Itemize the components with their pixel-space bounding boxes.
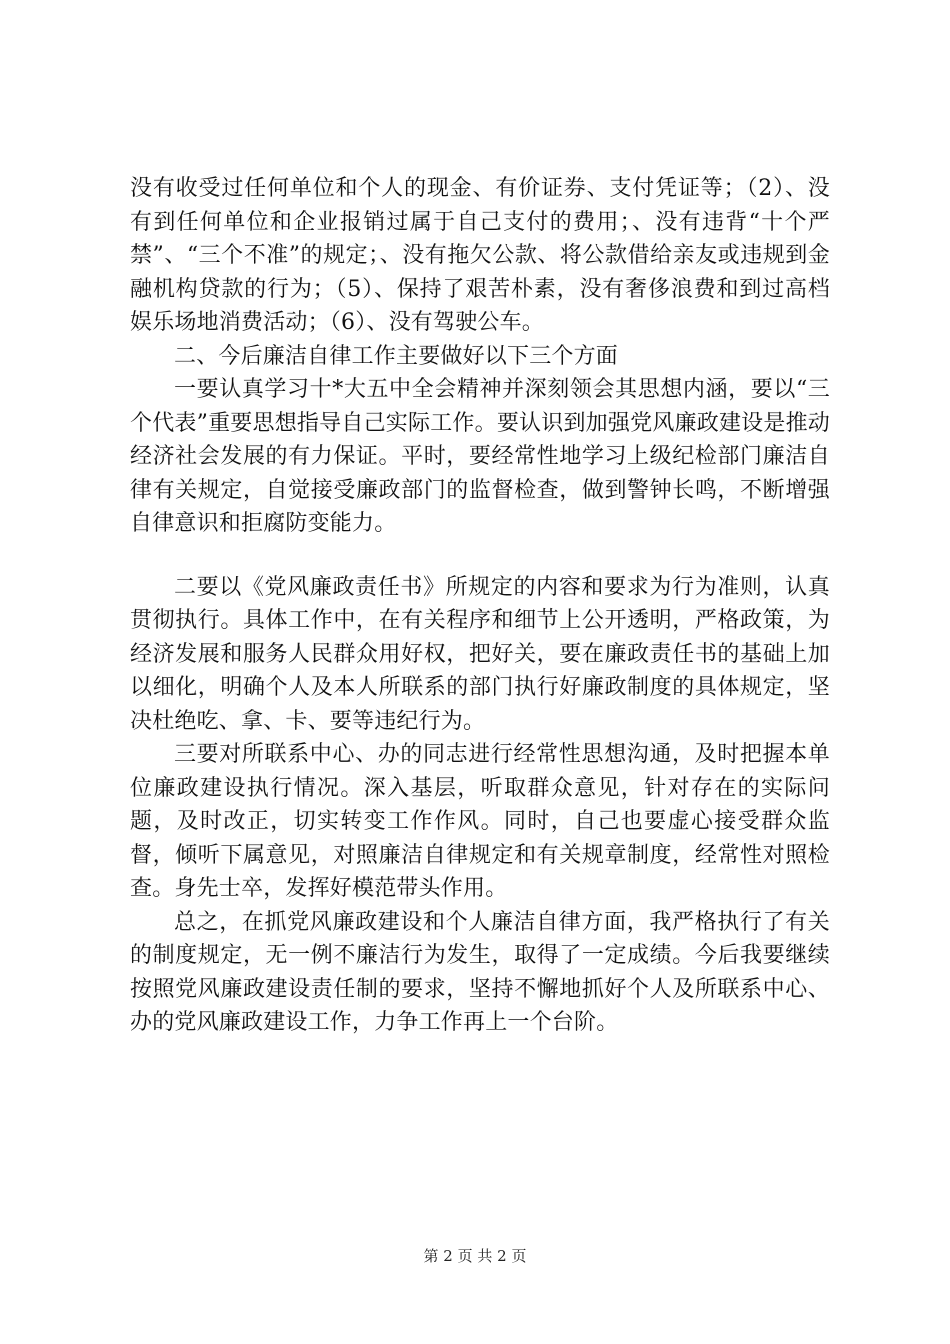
document-body	[130, 172, 830, 1040]
paragraph-point-three: 三要对所联系中心、办的同志进行经常性思想沟通，及时把握本单位廉政建设执行情况。深入基层，听取群众意见，针对存在的实际问题，及时改正，切实转变工作作风。同时，自己也要虚心接受群众监督，倾听下属意见，对照廉洁自律规定和有关规章制度，经常性对照检查。身先士卒，发挥好模范带头作用。	[130, 742, 830, 901]
section-heading: 二、今后廉洁自律工作主要做好以下三个方面	[174, 343, 619, 369]
paragraph-conclusion: 总之，在抓党风廉政建设和个人廉洁自律方面，我严格执行了有关的制度规定，无一例不廉洁行为发生，取得了一定成绩。今后我要继续按照党风廉政建设责任制的要求，坚持不懈地抓好个人及所联系中心、办的党风廉政建设工作，力争工作再上一个台阶。	[130, 909, 830, 1035]
paragraph-point-one: 一要认真学习十*大五中全会精神并深刻领会其思想内涵，要以“三个代表”重要思想指导自己实际工作。要认识到加强党风廉政建设是推动经济社会发展的有力保证。平时，要经常性地学习上级纪检部门廉洁自律有关规定，自觉接受廉政部门的监督检查，做到警钟长鸣，不断增强自律意识和拒腐防变能力。	[130, 377, 830, 536]
paragraph-point-two: 二要以《党风廉政责任书》所规定的内容和要求为行为准则，认真贯彻执行。具体工作中，在有关程序和细节上公开透明，严格政策，为经济发展和服务人民群众用好权，把好关，要在廉政责任书的基础上加以细化，明确个人及本人所联系的部门执行好廉政制度的具体规定，坚决杜绝吃、拿、卡、要等违纪行为。	[130, 574, 830, 734]
page-number-footer: 第 2 页 共 2 页	[423, 1247, 527, 1265]
paragraph-spacer	[130, 541, 830, 571]
paragraph-integrity-record: 没有收受过任何单位和个人的现金、有价证券、支付凭证等；（2）、没有到任何单位和企业报销过属于自己支付的费用；、没有违背“十个严禁”、“三个不准”的规定；、没有拖欠公款、将公款借给亲友或违规到金融机构贷款的行为；（5）、保持了艰苦朴素，没有奢侈浪费和到过高档娱乐场地消费活动；（6）、没有驾驶公车。	[130, 176, 830, 335]
